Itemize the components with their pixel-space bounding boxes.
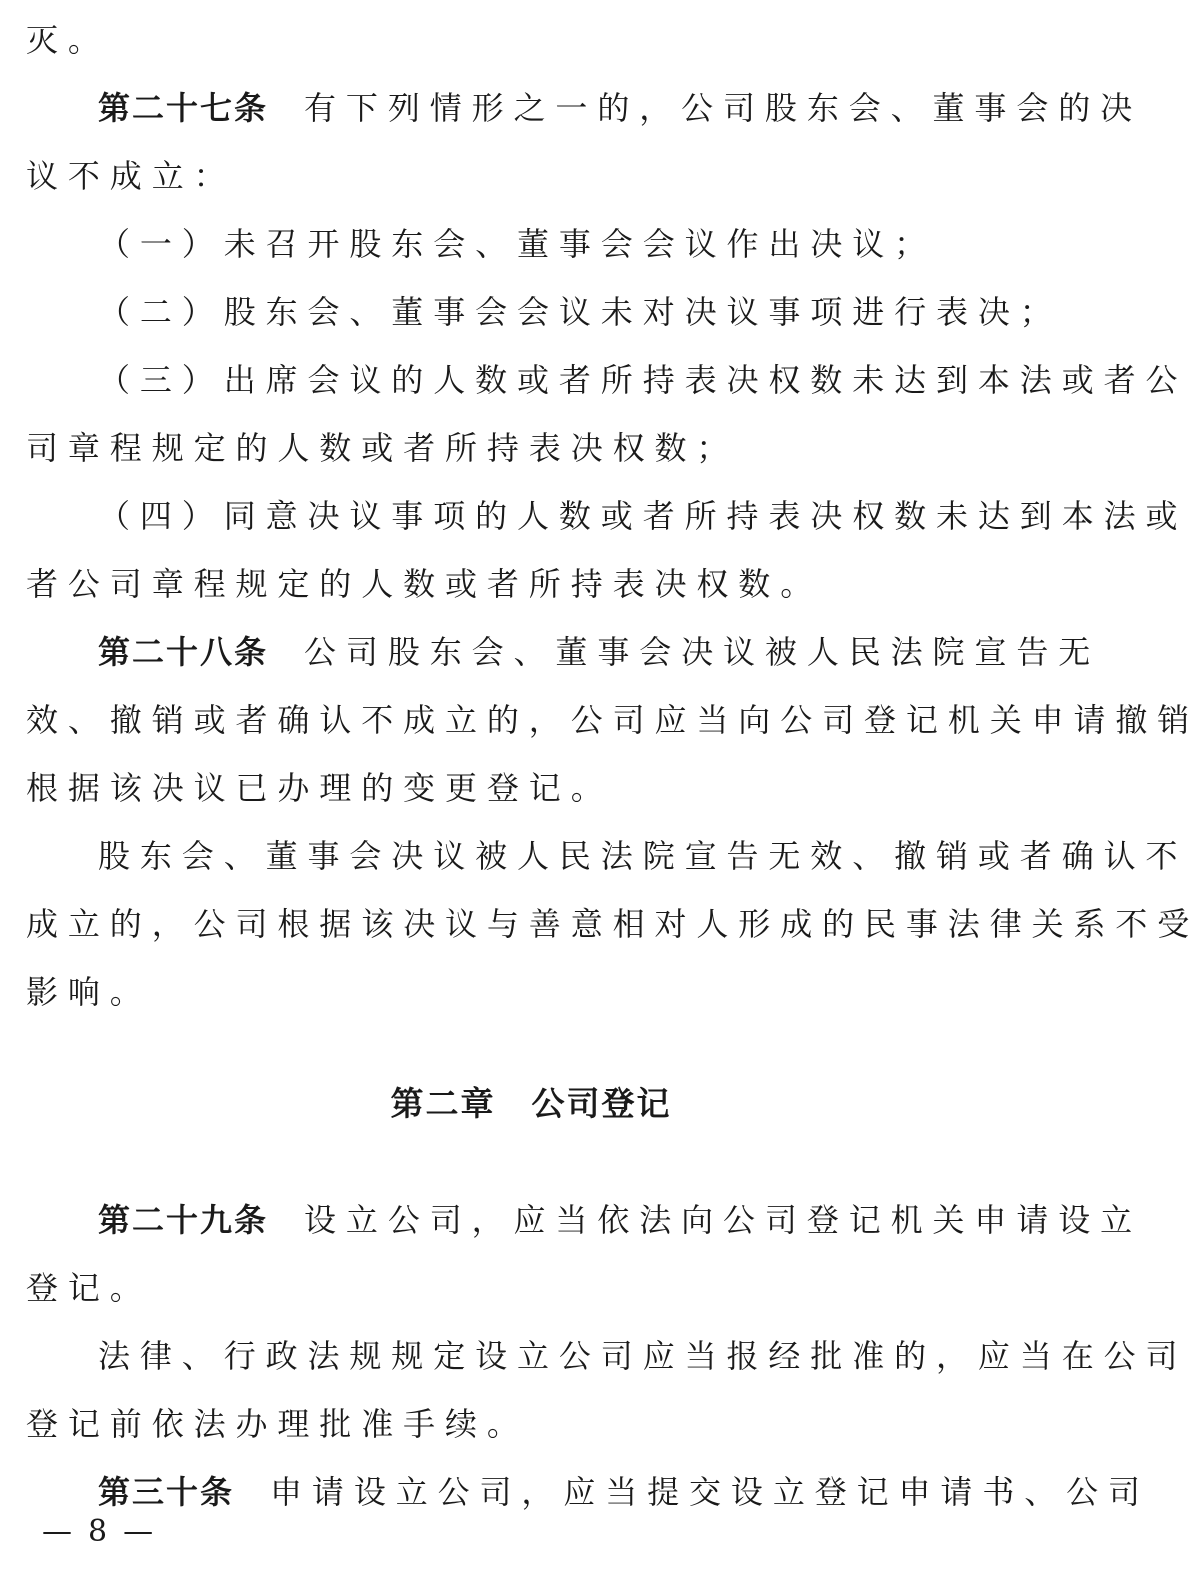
- text-line: 效、撤销或者确认不成立的，公司应当向公司登记机关申请撤销: [26, 701, 1199, 739]
- chapter-number: 第二章: [390, 1084, 496, 1123]
- footer-dash-right: —: [123, 1514, 154, 1549]
- footer-dash-left: —: [42, 1514, 72, 1549]
- paragraph-line: 股东会、董事会决议被人民法院宣告无效、撤销或者确认不: [98, 837, 1188, 875]
- chapter-title: 公司登记: [531, 1084, 672, 1123]
- list-item-3: （三）出席会议的人数或者所持表决权数未达到本法或者公: [98, 361, 1188, 399]
- chapter-heading: [26, 1070, 1036, 1138]
- article-27-line-1: [26, 74, 1143, 142]
- text-line: 灭。: [26, 21, 110, 59]
- article-title: 第二十八条: [98, 633, 269, 671]
- text-line: 成立的，公司根据该决议与善意相对人形成的民事法律关系不受: [26, 905, 1199, 943]
- text-line: 司章程规定的人数或者所持表决权数；: [26, 429, 739, 467]
- list-item-1: （一）未召开股东会、董事会会议作出决议；: [98, 225, 937, 263]
- text-line: 者公司章程规定的人数或者所持表决权数。: [26, 565, 823, 603]
- text-line: 根据该决议已办理的变更登记。: [26, 769, 613, 807]
- list-item-2: （二）股东会、董事会会议未对决议事项进行表决；: [98, 293, 1062, 331]
- text-line: 登记前依法办理批准手续。: [26, 1405, 529, 1443]
- article-text: 申请设立公司，应当提交设立登记申请书、公司: [270, 1473, 1150, 1511]
- list-item-4: （四）同意决议事项的人数或者所持表决权数未达到本法或: [98, 497, 1188, 535]
- paragraph-line: 法律、行政法规规定设立公司应当报经批准的，应当在公司: [98, 1337, 1188, 1375]
- text-line: 影响。: [26, 973, 152, 1011]
- article-30-line-1: [26, 1458, 1150, 1526]
- text-line: 登记。: [26, 1269, 152, 1307]
- page-footer: [40, 1508, 155, 1556]
- document-page: [26, 0, 1199, 1526]
- article-text: 公司股东会、董事会决议被人民法院宣告无: [304, 633, 1101, 671]
- article-text: 有下列情形之一的，公司股东会、董事会的决: [304, 89, 1143, 127]
- page-number: 8: [88, 1514, 108, 1549]
- article-28-line-1: [26, 618, 1101, 686]
- article-29-line-1: [26, 1186, 1143, 1254]
- text-line: 议不成立：: [26, 157, 236, 195]
- article-text: 设立公司，应当依法向公司登记机关申请设立: [304, 1201, 1143, 1239]
- article-title: 第三十条: [98, 1473, 235, 1511]
- article-title: 第二十九条: [98, 1201, 269, 1239]
- article-title: 第二十七条: [98, 89, 269, 127]
